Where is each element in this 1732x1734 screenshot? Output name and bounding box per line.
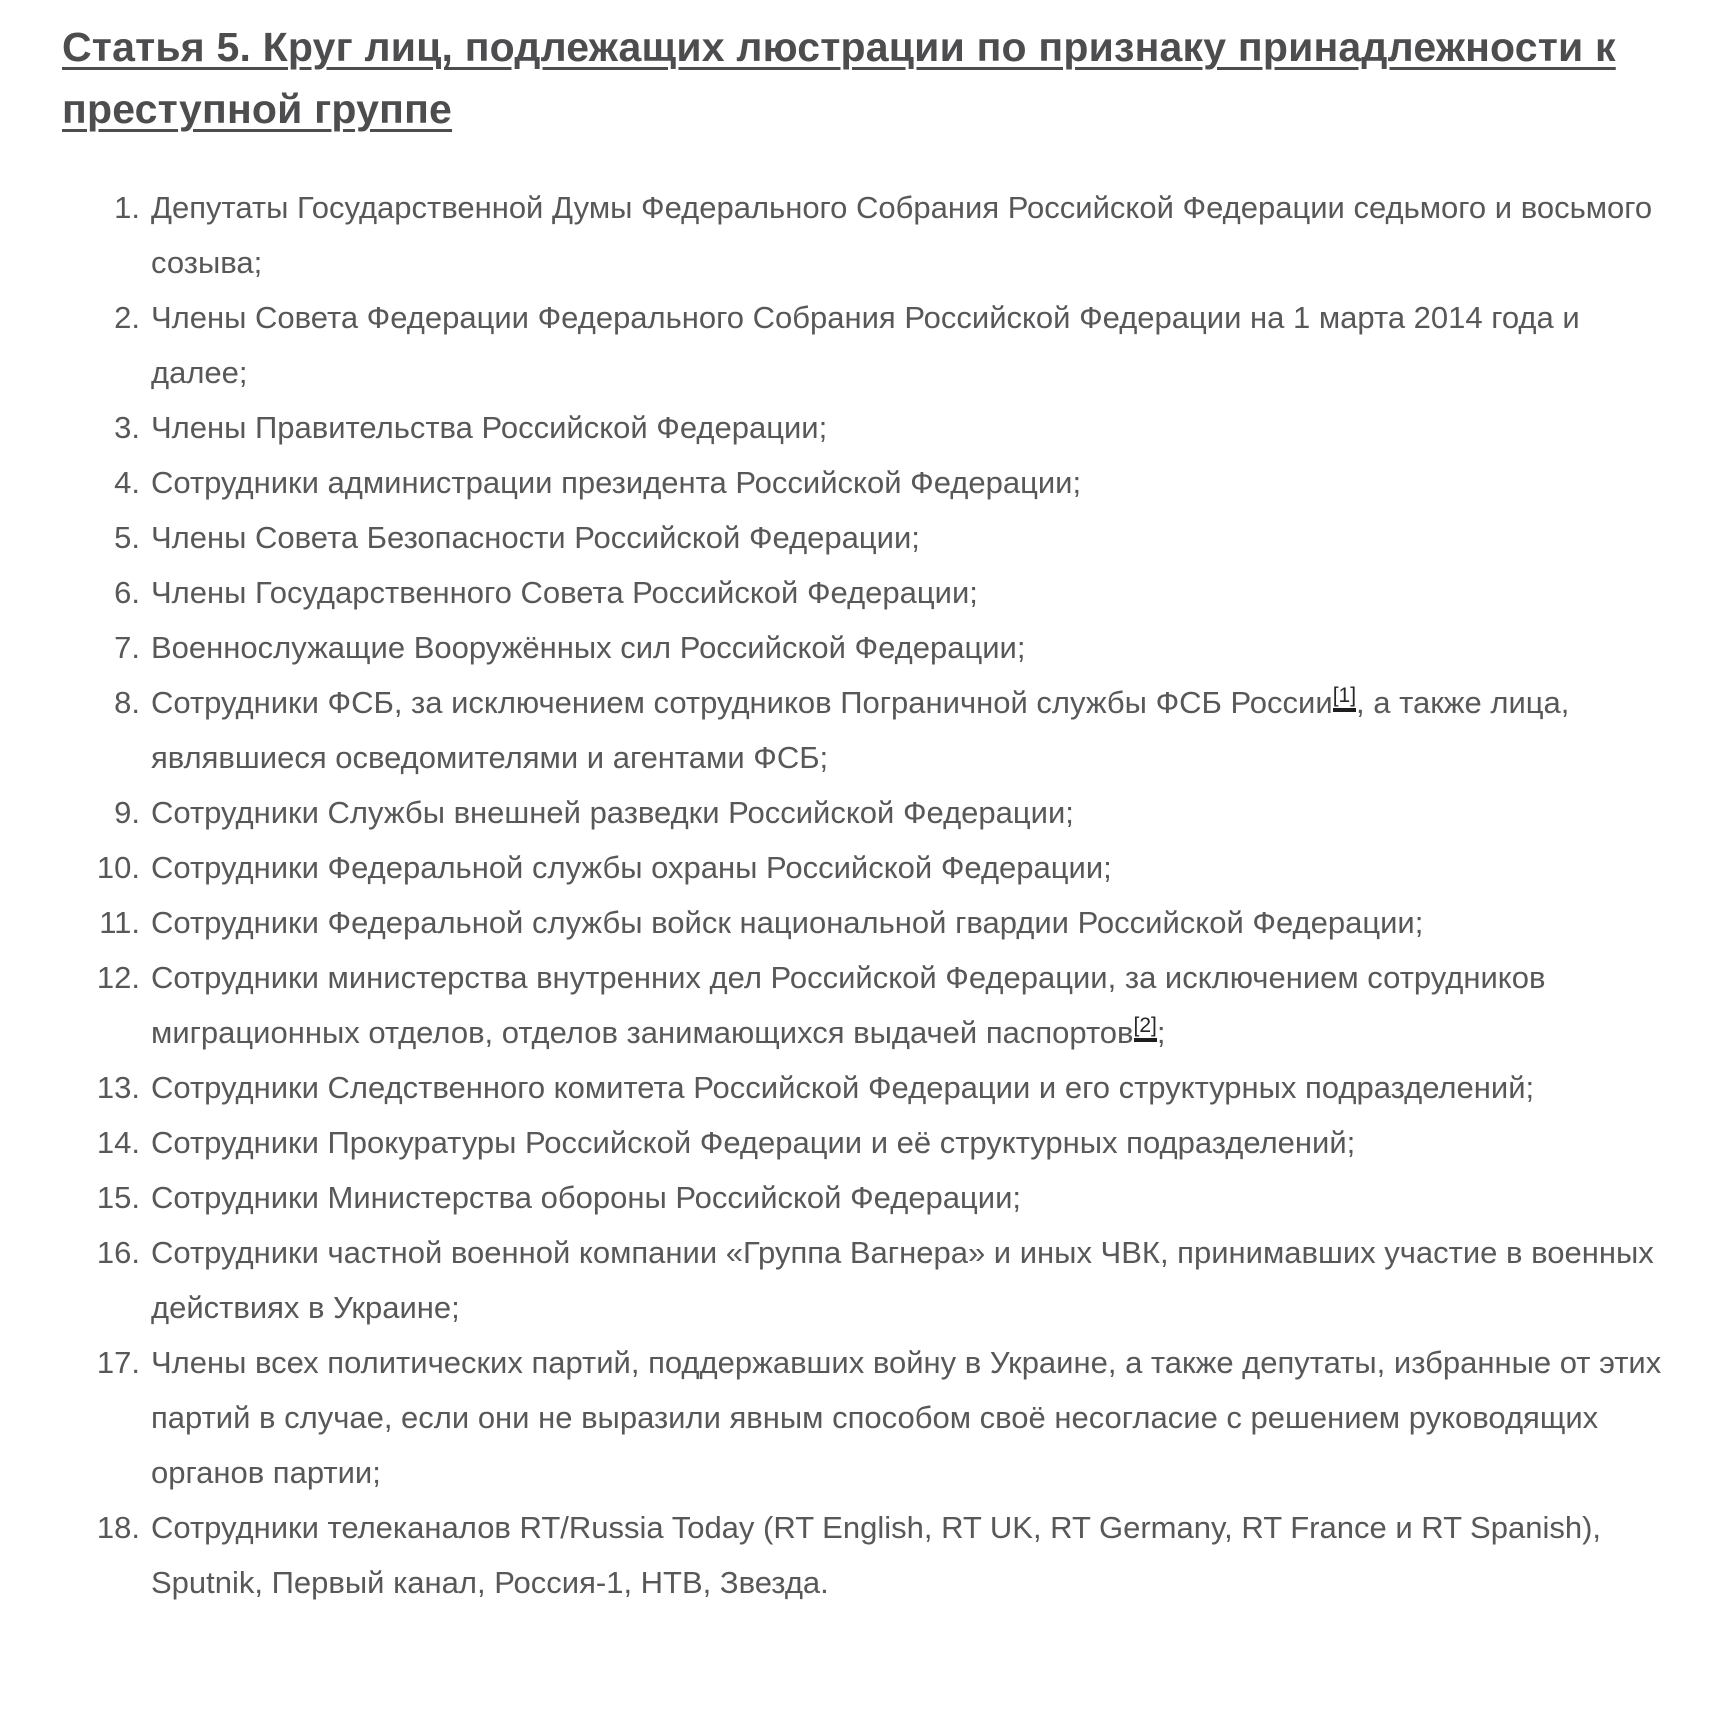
- article-heading: Статья 5. Круг лиц, подлежащих люстрации по признаку принадлежности к преступной группе: [62, 24, 1616, 132]
- list-item-text: Сотрудники Федеральной службы охраны Российской Федерации;: [151, 850, 1112, 885]
- list-item: [62, 290, 1702, 400]
- list-item: [62, 1335, 1702, 1500]
- list-item-number: 17.: [96, 1345, 140, 1380]
- list-item-text: Сотрудники Следственного комитета Российской Федерации и его структурных подразделений;: [151, 1070, 1535, 1105]
- list-item-text: Сотрудники ФСБ, за исключением сотрудников Пограничной службы ФСБ России[1], а также лица, являвшиеся осведомителями и агентами ФСБ;: [151, 683, 1570, 775]
- footnote-superscript: [1333, 684, 1356, 712]
- list-item-number: 6.: [114, 575, 140, 610]
- list-item-text: Сотрудники Прокуратуры Российской Федерации и её структурных подразделений;: [151, 1125, 1356, 1160]
- footnote-link-2[interactable]: [2]: [1134, 1014, 1157, 1042]
- list-item-text: Сотрудники Службы внешней разведки Российской Федерации;: [151, 795, 1074, 830]
- footnote-link-1[interactable]: [1]: [1333, 684, 1356, 712]
- list-item-text: Сотрудники телеканалов RT/Russia Today (RT English, RT UK, RT Germany, RT France и RT Spanish), Sputnik, Первый канал, Россия-1, НТВ, Звезда.: [151, 1510, 1602, 1600]
- list-item-number: 18.: [96, 1510, 140, 1545]
- list-item-text: Сотрудники Федеральной службы войск национальной гвардии Российской Федерации;: [151, 905, 1424, 940]
- list-item-number: 9.: [114, 795, 140, 830]
- list-item-number: 2.: [114, 300, 140, 335]
- list-item: [62, 1170, 1702, 1225]
- list-item-number: 14.: [96, 1125, 140, 1160]
- list-item: [62, 1225, 1702, 1335]
- list-item-text: Члены Правительства Российской Федерации;: [151, 410, 828, 445]
- list-item: [62, 180, 1702, 290]
- list-item-text: Члены всех политических партий, поддержавших войну в Украине, а также депутаты, избранные от этих партий в случае, если они не выразили явным способом своё несогласие с решением руководящих органов партии;: [151, 1345, 1662, 1490]
- list-item: [62, 510, 1702, 565]
- list-item-number: 15.: [96, 1180, 140, 1215]
- list-item-number: 16.: [96, 1235, 140, 1270]
- list-item-number: 1.: [114, 190, 140, 225]
- list-item-number: 13.: [96, 1070, 140, 1105]
- list-item: [62, 565, 1702, 620]
- footnote-superscript: [1134, 1014, 1157, 1042]
- list-item-text: Военнослужащие Вооружённых сил Российской Федерации;: [151, 630, 1026, 665]
- list-item-number: 10.: [96, 850, 140, 885]
- list-item-text: Члены Совета Безопасности Российской Федерации;: [151, 520, 920, 555]
- list-item-number: 3.: [114, 410, 140, 445]
- list-item: [62, 455, 1702, 510]
- list-item-text: Сотрудники Министерства обороны Российской Федерации;: [151, 1180, 1022, 1215]
- list-item: [62, 895, 1702, 950]
- list-item: [62, 620, 1702, 675]
- list-item: [62, 1060, 1702, 1115]
- list-item-text: Члены Государственного Совета Российской Федерации;: [151, 575, 978, 610]
- list-item: [62, 1500, 1702, 1610]
- list-item-text: Сотрудники частной военной компании «Группа Вагнера» и иных ЧВК, принимавших участие в военных действиях в Украине;: [151, 1235, 1654, 1325]
- list-item: [62, 675, 1702, 785]
- lustration-list: [62, 180, 1702, 1610]
- list-item: [62, 785, 1702, 840]
- list-item: [62, 840, 1702, 895]
- list-item-number: 8.: [114, 685, 140, 720]
- list-item-number: 5.: [114, 520, 140, 555]
- list-item-number: 7.: [114, 630, 140, 665]
- list-item-text: Депутаты Государственной Думы Федерального Собрания Российской Федерации седьмого и восьмого созыва;: [151, 190, 1653, 280]
- list-item-text: Члены Совета Федерации Федерального Собрания Российской Федерации на 1 марта 2014 года и далее;: [151, 300, 1580, 390]
- list-item-number: 4.: [114, 465, 140, 500]
- list-item: [62, 1115, 1702, 1170]
- list-item-number: 11.: [99, 905, 140, 940]
- list-item-text: Сотрудники министерства внутренних дел Российской Федерации, за исключением сотрудников миграционных отделов, отделов занимающихся выдачей паспортов[2];: [151, 960, 1546, 1050]
- list-item-number: 12.: [96, 960, 140, 995]
- list-item: [62, 950, 1702, 1060]
- list-item-text: Сотрудники администрации президента Российской Федерации;: [151, 465, 1082, 500]
- list-item: [62, 400, 1702, 455]
